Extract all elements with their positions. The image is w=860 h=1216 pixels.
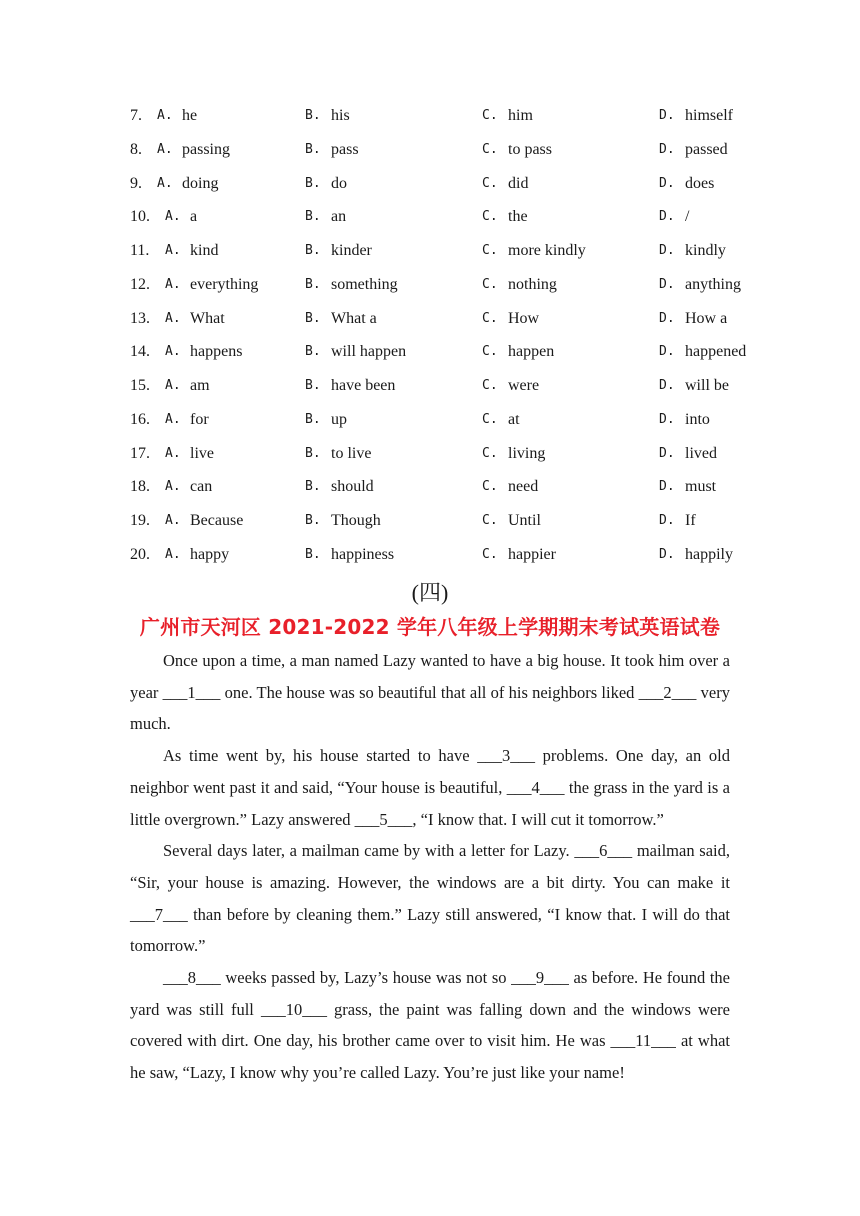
question-number: 13. (130, 309, 150, 327)
exam-title: 广州市天河区 2021-2022 学年八年级上学期期末考试英语试卷 (139, 615, 721, 639)
cloze-passage (130, 645, 730, 1089)
passage-paragraph: ___8___ weeks passed by, Lazy’s house was not so ___9___ as before. He found the yard was still full ___10___ grass, the paint was falling down and the windows were covered with dirt. One day, his brother came over to visit him. He was ___11___ at what he saw, “Lazy, I know why you’re called Lazy. You’re just like your name! (130, 968, 730, 1083)
question-number: 18. (130, 478, 150, 496)
question-row: 15. A. am B. have been C. were D. will be (0, 369, 860, 403)
question-number: 12. (130, 275, 150, 293)
section-number: (四) (411, 580, 449, 605)
answer-options-list (0, 99, 860, 572)
question-number: 17. (130, 444, 150, 462)
question-row: 17. A. live B. to live C. living D. lived (0, 437, 860, 471)
question-row: 20. A. happy B. happiness C. happier D. happily (0, 538, 860, 572)
question-row: 13. A. What B. What a C. How D. How a (0, 302, 860, 336)
question-row: 14. A. happens B. will happen C. happen D. happened (0, 335, 860, 369)
question-number: 11. (130, 242, 150, 259)
question-row: 7. A. he B. his C. him D. himself (0, 99, 860, 133)
question-row: 10. A. a B. an C. the D. / (0, 200, 860, 234)
question-number: 20. (130, 545, 150, 563)
passage-paragraph: As time went by, his house started to have ___3___ problems. One day, an old neighbor went past it and said, “Your house is beautiful, ___4___ the grass in the yard is a little overgrown.” Lazy answered ___5___, “I know that. I will cut it tomorrow.” (130, 746, 730, 829)
question-number: 10. (130, 208, 150, 226)
question-number: 16. (130, 410, 150, 428)
passage-paragraph: Once upon a time, a man named Lazy wanted to have a big house. It took him over a year ___1___ one. The house was so beautiful that all of his neighbors liked ___2___ very much. (130, 651, 730, 734)
question-row: 11. A. kind B. kinder C. more kindly D. kindly (0, 234, 860, 268)
question-number: 9. (130, 174, 142, 192)
passage-paragraph: Several days later, a mailman came by with a letter for Lazy. ___6___ mailman said, “Sir, your house is amazing. However, the windows are a bit dirty. You can make it ___7___ than before by cleaning them.” Lazy still answered, “I know that. I will do that tomorrow.” (130, 841, 730, 956)
question-number: 15. (130, 377, 150, 394)
question-row: 9. A. doing B. do C. did D. does (0, 167, 860, 201)
question-number: 7. (130, 107, 142, 124)
question-number: 8. (130, 140, 142, 158)
question-row: 16. A. for B. up C. at D. into (0, 403, 860, 437)
question-row: 12. A. everything B. something C. nothing D. anything (0, 268, 860, 302)
question-row: 19. A. Because B. Though C. Until D. If (0, 504, 860, 538)
question-row: 8. A. passing B. pass C. to pass D. passed (0, 133, 860, 167)
question-number: 14. (130, 343, 150, 361)
question-number: 19. (130, 512, 150, 529)
question-row: 18. A. can B. should C. need D. must (0, 470, 860, 504)
